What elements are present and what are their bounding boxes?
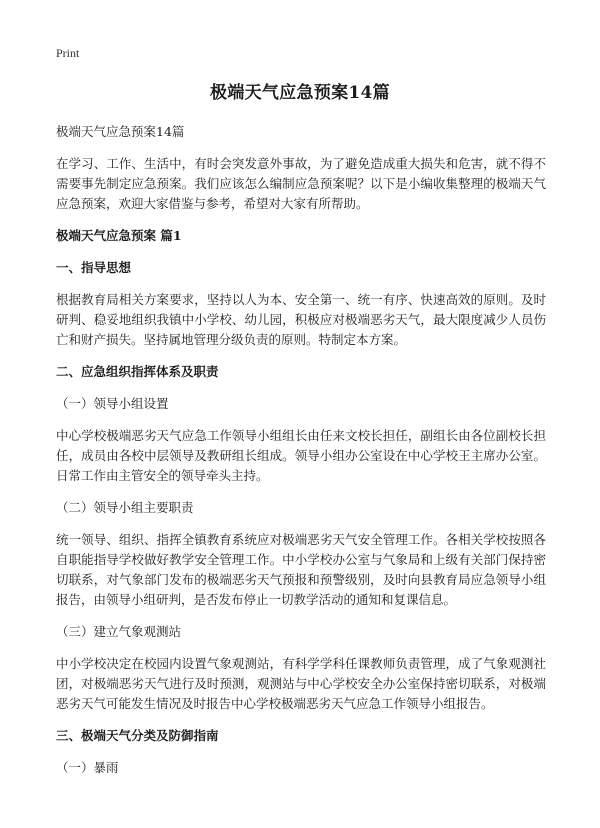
document-subtitle: 极端天气应急预案14篇 (56, 124, 185, 139)
intro-paragraph: 在学习、工作、生活中，有时会突发意外事故，为了避免造成重大损失和危害，就不得不需要事先制定应急预案。我们应该怎么编制应急预案呢？以下是小编收集整理的极端天气应急预案，欢迎大家借鉴与参考，希望对大家有所帮助。 (56, 156, 546, 211)
print-link[interactable]: Print (56, 46, 80, 60)
page-title: 极端天气应急预案14篇 (210, 83, 390, 103)
heading-weather-classification: 三、极端天气分类及防御指南 (56, 728, 219, 743)
heading-command-system: 二、应急组织指挥体系及职责 (56, 364, 219, 379)
document-body (56, 122, 546, 790)
heading-guiding-ideology: 一、指导思想 (56, 260, 132, 275)
paragraph-leadership-duties: 统一领导、组织、指挥全镇教育系统应对极端恶劣天气安全管理工作。各相关学校按照各自职能指导学校做好教学安全管理工作。中小学校办公室与气象局和上级有关部门保持密切联系，对气象部门发布的极端恶劣天气预报和预警级别，及时向县教育局应急领导小组报告，由领导小组研判，是否发布停止一切教学活动的通知和复课信息。 (56, 532, 546, 607)
paragraph-weather-station: 中小学校决定在校园内设置气象观测站，有科学学科任课教师负责管理，成了气象观测社团，对极端恶劣天气进行及时预测，观测站与中心学校安全办公室保持密切联系，对极端恶劣天气可能发生情况及时报告中心学校极端恶劣天气应急工作领导小组报告。 (56, 656, 546, 711)
section-title: 极端天气应急预案 篇1 (56, 228, 182, 243)
paragraph-leadership-group: 中心学校极端恶劣天气应急工作领导小组组长由任来文校长担任，副组长由各位副校长担任，成员由各校中层领导及教研组长组成。领导小组办公室设在中心学校王主席办公室。日常工作由主管安全的领导牵头主持。 (56, 428, 546, 483)
paragraph-guiding-ideology: 根据教育局相关方案要求，坚持以人为本、安全第一、统一有序、快速高效的原则。及时研判、稳妥地组织我镇中小学校、幼儿园，积极应对极端恶劣天气，最大限度减少人员伤亡和财产损失。坚持属地管理分级负责的原则。特制定本方案。 (56, 292, 546, 347)
subheading-leadership-duties: （二）领导小组主要职责 (56, 500, 194, 515)
subheading-leadership-group: （一）领导小组设置 (56, 396, 169, 411)
subheading-weather-station: （三）建立气象观测站 (56, 624, 182, 639)
subheading-rainstorm: （一）暴雨 (56, 760, 119, 775)
